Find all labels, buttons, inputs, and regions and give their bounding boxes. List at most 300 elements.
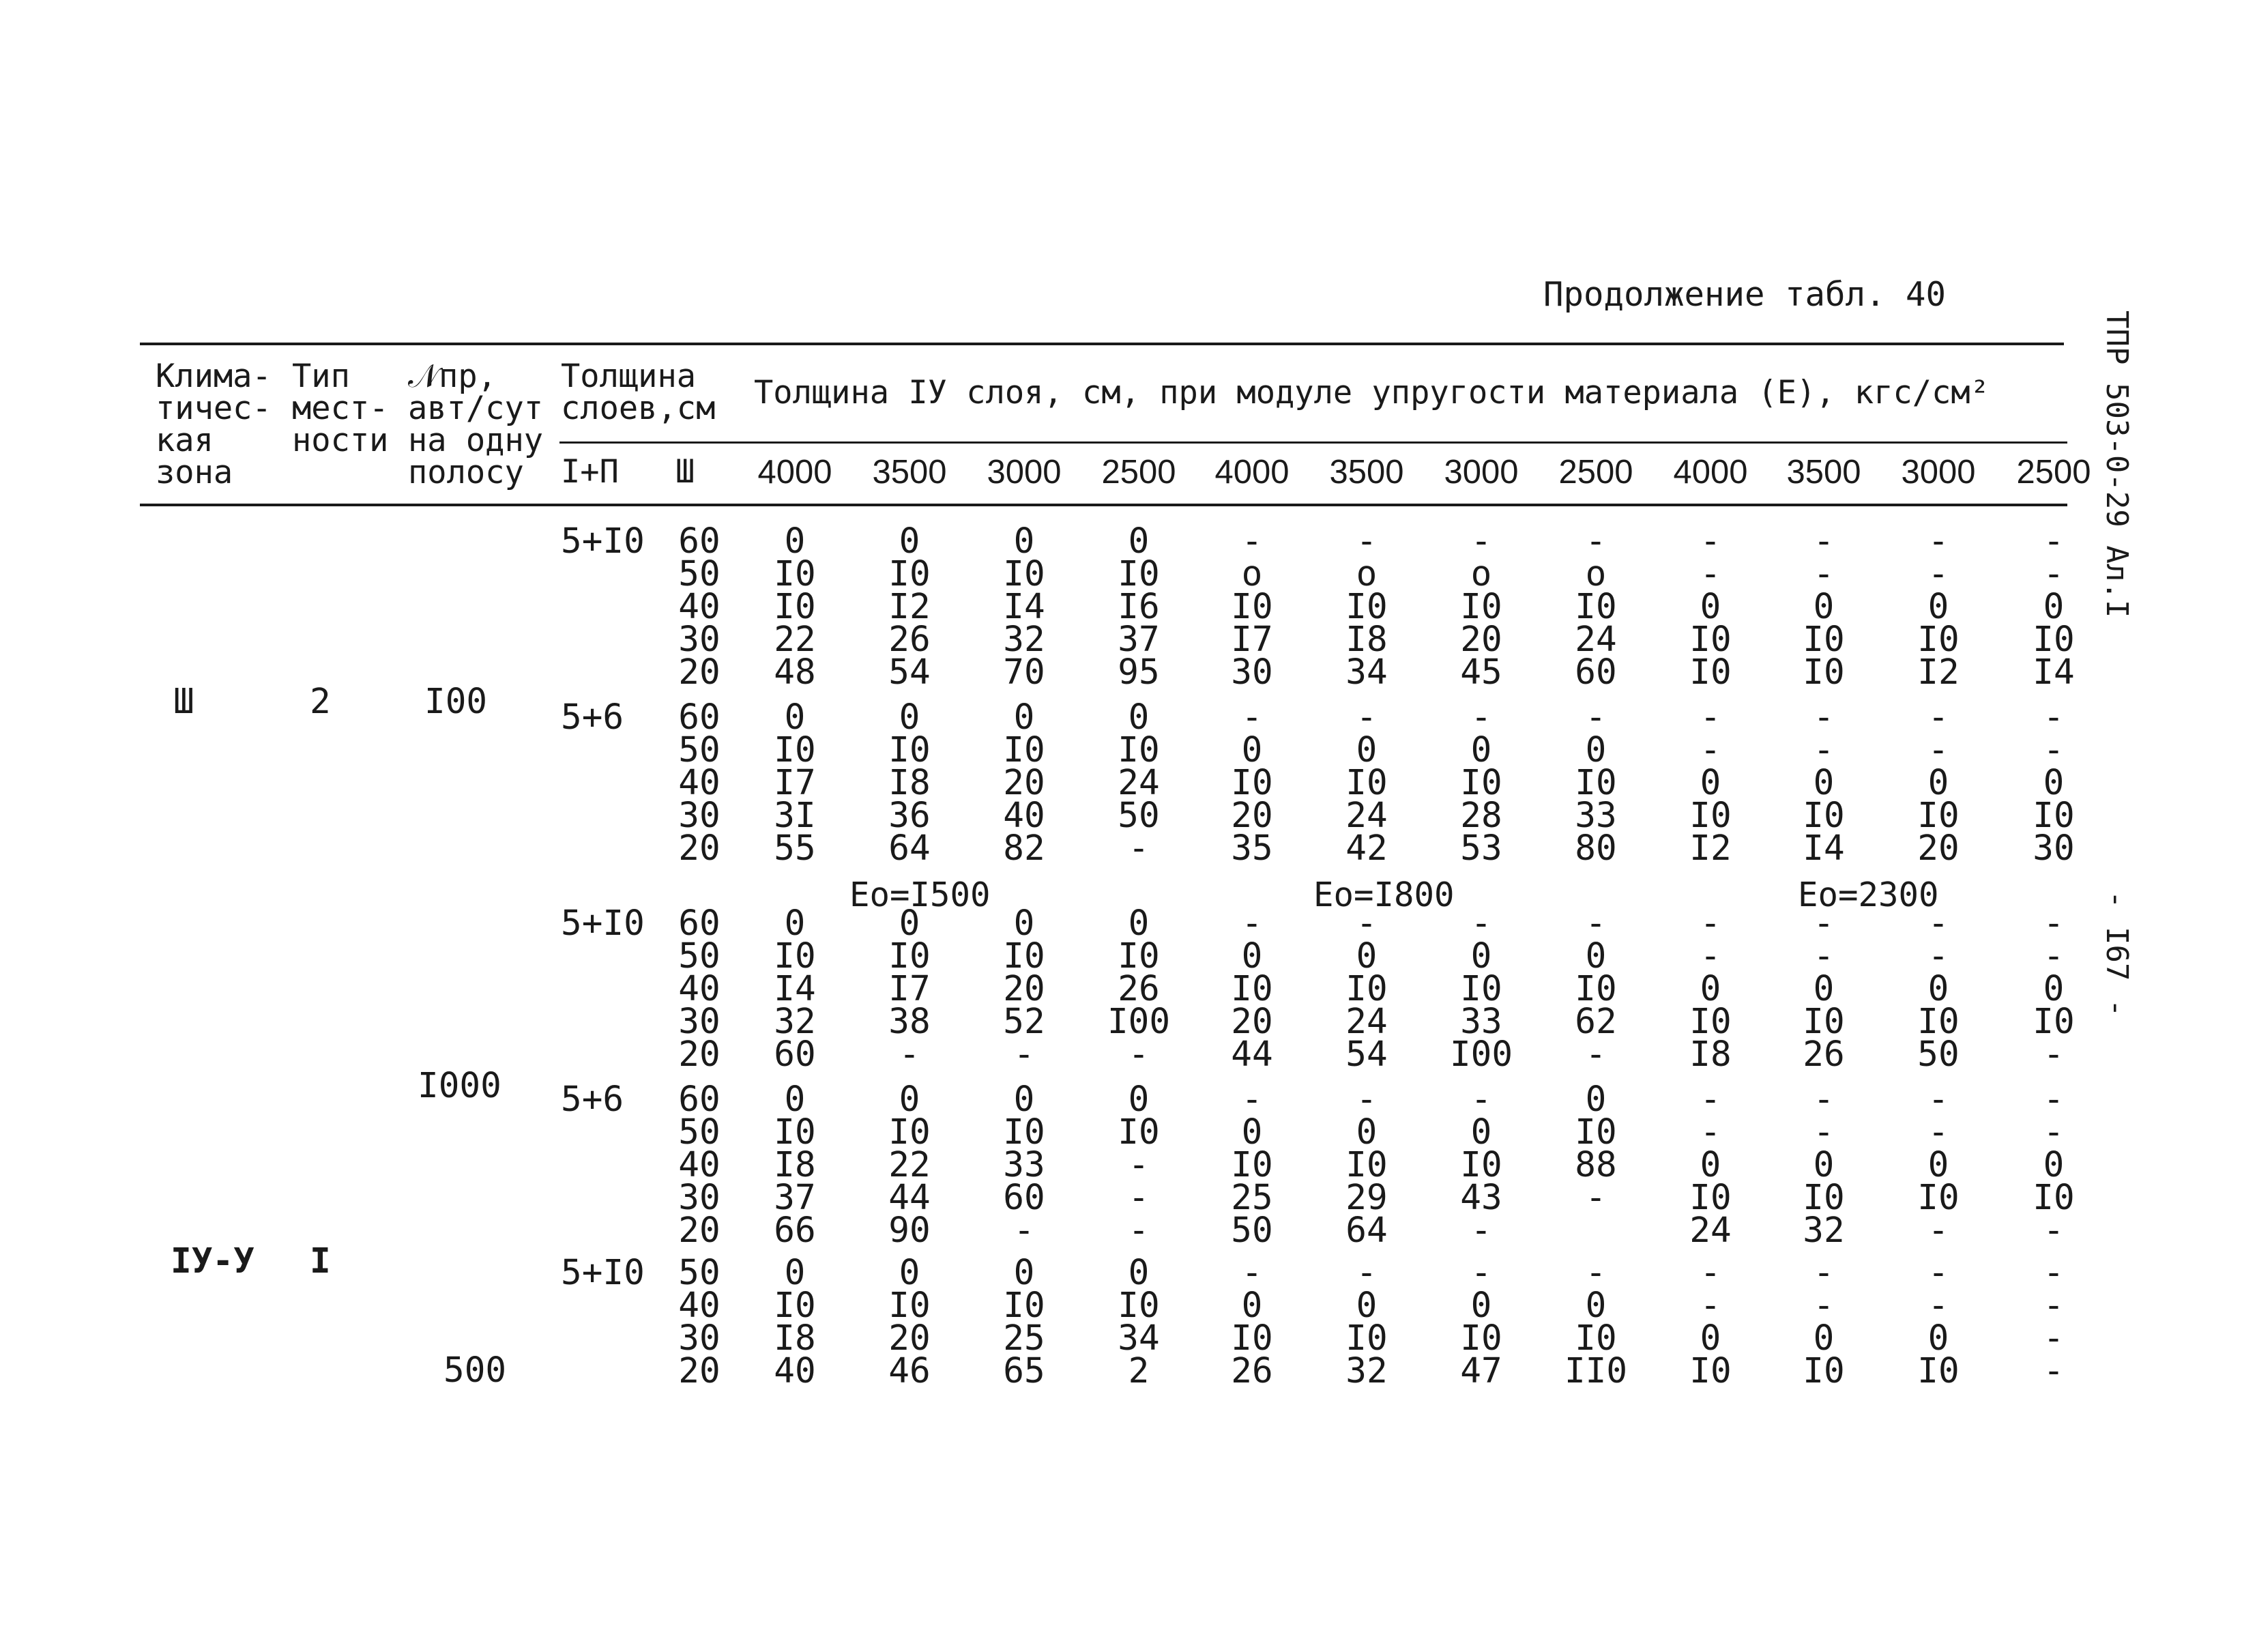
layer-4-thickness-column [1437,903,1526,1075]
layer-4-thickness-column [2009,1253,2098,1391]
layer-4-thickness-column [1666,1079,1755,1251]
table-cell: 20 [888,1318,931,1359]
layer-3-thickness: 30 [678,796,720,836]
table-cell: 20 [1003,763,1045,803]
table-cell: I0 [1803,652,1845,693]
table-cell: 2 [1128,1351,1150,1391]
layer-4-thickness-column [1322,697,1411,869]
table-cell: 46 [888,1351,931,1391]
table-cell: I0 [774,587,816,627]
table-cell: - [1470,1079,1492,1120]
table-cell: - [1356,1253,1378,1293]
table-cell: - [1470,521,1492,562]
table-cell: - [2043,697,2065,738]
table-cell: I4 [1003,587,1045,627]
table-cell: - [2043,1318,2065,1359]
layer-4-thickness-column [1437,697,1526,869]
table-cell: - [1927,1253,1949,1293]
table-cell: 0 [1585,1286,1607,1326]
table-cell: I0 [1231,1145,1273,1185]
table-cell: I0 [1689,652,1732,693]
layer-4-thickness-column [2009,521,2098,693]
table-cell: 0 [1813,587,1835,627]
table-cell: - [1813,1112,1835,1153]
table-cell: I0 [1689,620,1732,660]
table-cell: 0 [1470,1286,1492,1326]
table-cell: - [2043,1112,2065,1153]
layer-3-thickness: 50 [678,1253,720,1293]
modulus-header: 3500 [872,454,947,491]
table-cell: - [2043,1351,2065,1391]
table-cell: 0 [1585,730,1607,770]
layers-1-2-thickness: 5+6 [561,1079,624,1120]
table-cell: I0 [1231,969,1273,1009]
layer-3-thickness: 30 [678,1318,720,1359]
table-cell: 37 [774,1178,816,1218]
table-cell: - [1128,828,1150,869]
table-cell: 32 [1803,1211,1845,1251]
table-cell: I0 [1345,969,1388,1009]
traffic-label: I00 [424,682,488,722]
layer-4-thickness-column [980,521,1068,693]
table-cell: - [1470,903,1492,944]
modulus-header: 4000 [757,454,832,491]
table-cell: 64 [1345,1211,1388,1251]
table-cell: - [1585,521,1607,562]
layer-3-thickness: 20 [678,1351,720,1391]
table-cell: I0 [1118,554,1160,594]
layer-3-thickness-list [655,1079,744,1251]
table-cell: 40 [1003,796,1045,836]
table-cell: 24 [1689,1211,1732,1251]
table-cell: 33 [1003,1145,1045,1185]
layer-4-thickness-column [980,697,1068,869]
table-cell: - [1700,1286,1721,1326]
table-cell: - [1927,1112,1949,1153]
table-cell: I0 [1803,1178,1845,1218]
table-cell: - [1013,1211,1035,1251]
table-cell: - [2043,521,2065,562]
table-cell: I0 [1345,1318,1388,1359]
table-cell: - [899,1034,920,1075]
header-traffic: 𝒩пр, авт/сут на одну полосу [408,358,544,491]
layer-4-thickness-column [1208,697,1296,869]
layer-4-thickness-column [865,1253,954,1391]
table-cell: I6 [1118,587,1160,627]
table-cell: 0 [1356,936,1378,976]
table-cell: - [1470,1253,1492,1293]
table-cell: - [1813,697,1835,738]
table-cell: 66 [774,1211,816,1251]
layer-3-thickness: 50 [678,730,720,770]
eo-label: Eo=2300 [1798,875,1939,914]
table-cell: - [1356,1079,1378,1120]
table-cell: - [1356,521,1378,562]
table-cell: 32 [774,1002,816,1042]
table-cell: 54 [1345,1034,1388,1075]
header-bottom-rule [140,504,2067,506]
table-cell: I0 [1803,796,1845,836]
table-cell: 26 [1231,1351,1273,1391]
table-cell: 22 [774,620,816,660]
table-cell: I0 [1460,969,1502,1009]
layer-4-thickness-column [865,521,954,693]
table-cell: 26 [1118,969,1160,1009]
table-cell: 36 [888,796,931,836]
layer-4-thickness-column [1779,1253,1868,1391]
table-cell: - [1927,1211,1949,1251]
layer-4-thickness-column [1437,521,1526,693]
layer-4-thickness-column [1322,1253,1411,1391]
table-cell: 44 [1231,1034,1273,1075]
table-cell: I0 [888,1286,931,1326]
document-code-label: ТПР 503-0-29 Ал.I [2099,310,2134,618]
layer-4-thickness-column [1894,903,1983,1075]
layer-4-thickness-column [1322,1079,1411,1251]
table-cell: I0 [1345,587,1388,627]
table-cell: 55 [774,828,816,869]
table-cell: 34 [1118,1318,1160,1359]
table-cell: I0 [1003,1286,1045,1326]
table-cell: - [1927,1286,1949,1326]
header-terrain-type: Тип мест- ности [292,358,389,459]
table-cell: I8 [774,1318,816,1359]
table-cell: I0 [1689,1002,1732,1042]
layer-3-thickness: 50 [678,554,720,594]
table-cell: 0 [1700,1318,1721,1359]
table-cell: - [1356,903,1378,944]
table-cell: 0 [1813,1318,1835,1359]
table-cell: 0 [1700,763,1721,803]
table-cell: I0 [1689,1178,1732,1218]
table-cell: 0 [1927,969,1949,1009]
table-cell: 40 [774,1351,816,1391]
table-cell: I0 [1689,796,1732,836]
table-cell: - [1470,1211,1492,1251]
table-cell: 0 [784,1079,806,1120]
layer-3-thickness-list [655,1253,744,1391]
table-cell: 0 [1927,763,1949,803]
table-cell: - [1700,1253,1721,1293]
table-cell: - [1585,697,1607,738]
table-cell: I7 [888,969,931,1009]
table-cell: 0 [1927,1145,1949,1185]
table-cell: I00 [1107,1002,1171,1042]
table-cell: I0 [2033,796,2075,836]
table-cell: - [2043,1079,2065,1120]
table-cell: - [1927,554,1949,594]
table-cell: 22 [888,1145,931,1185]
table-cell: I0 [1003,1112,1045,1153]
table-cell: I0 [1575,1112,1617,1153]
table-cell: I0 [1917,620,1960,660]
table-cell: 0 [1470,936,1492,976]
header-layers-1-2: I+П [561,453,619,491]
layer-4-thickness-column [1894,1079,1983,1251]
table-cell: 25 [1231,1178,1273,1218]
table-cell: 20 [1231,1002,1273,1042]
table-cell: 24 [1345,796,1388,836]
layer-4-thickness-column [1094,903,1183,1075]
layer-4-thickness-column [1208,521,1296,693]
header-mid-rule [559,441,2067,444]
table-cell: I0 [1460,587,1502,627]
modulus-header: 3000 [987,454,1062,491]
table-cell: 0 [784,1253,806,1293]
table-cell: I0 [1575,969,1617,1009]
table-cell: 20 [1917,828,1960,869]
table-cell: o [1585,554,1607,594]
table-cell: I8 [1345,620,1388,660]
table-cell: 0 [1585,936,1607,976]
table-cell: II0 [1564,1351,1628,1391]
table-cell: I0 [2033,1002,2075,1042]
table-cell: 32 [1003,620,1045,660]
layer-3-thickness: 50 [678,1112,720,1153]
table-cell: 0 [1128,697,1150,738]
table-cell: 24 [1345,1002,1388,1042]
layer-4-thickness-column [865,697,954,869]
table-cell: 53 [1460,828,1502,869]
table-cell: I0 [774,936,816,976]
layer-4-thickness-column [1437,1079,1526,1251]
table-cell: 54 [888,652,931,693]
table-cell: I0 [774,554,816,594]
table-cell: I0 [1003,554,1045,594]
table-cell: - [1700,697,1721,738]
table-cell: I0 [1575,1318,1617,1359]
layer-3-thickness: 60 [678,903,720,944]
table-cell: 24 [1118,763,1160,803]
layer-4-thickness-column [865,903,954,1075]
layers-1-2-thickness: 5+I0 [561,521,645,562]
table-cell: 30 [2033,828,2075,869]
table-cell: - [1128,1034,1150,1075]
table-cell: 26 [1803,1034,1845,1075]
table-cell: - [1241,697,1263,738]
layer-3-thickness: 40 [678,587,720,627]
layer-4-thickness-column [1552,1253,1640,1391]
layer-4-thickness-column [980,1079,1068,1251]
table-cell: I0 [888,936,931,976]
table-cell: - [1927,1079,1949,1120]
layer-4-thickness-column [1552,697,1640,869]
layer-4-thickness-column [980,903,1068,1075]
table-cell: - [2043,1253,2065,1293]
table-cell: - [1813,936,1835,976]
table-cell: I0 [774,1286,816,1326]
table-cell: - [1927,730,1949,770]
table-cell: - [1813,521,1835,562]
table-cell: - [1813,1253,1835,1293]
table-cell: - [2043,936,2065,976]
table-cell: I0 [1118,1286,1160,1326]
table-cell: 0 [2043,969,2065,1009]
zone-label: Ш [173,682,194,722]
page-number: - I67 - [2099,890,2134,1017]
layers-1-2-thickness: 5+6 [561,697,624,738]
table-cell: I0 [1003,730,1045,770]
table-cell: I2 [1689,828,1732,869]
table-cell: - [1128,1145,1150,1185]
table-cell: I0 [888,730,931,770]
table-cell: I8 [774,1145,816,1185]
table-cell: 0 [899,1079,920,1120]
layer-4-thickness-column [751,1253,839,1391]
table-cell: 33 [1575,796,1617,836]
table-cell: - [1470,697,1492,738]
table-cell: - [1128,1211,1150,1251]
table-cell: 95 [1118,652,1160,693]
table-cell: - [1013,1034,1035,1075]
table-cell: I0 [1118,936,1160,976]
table-cell: 65 [1003,1351,1045,1391]
layer-3-thickness: 30 [678,620,720,660]
table-cell: 48 [774,652,816,693]
layer-3-thickness: 60 [678,1079,720,1120]
zone-label: IУ-У [171,1241,254,1281]
table-cell: 0 [899,521,920,562]
table-cell: - [1356,697,1378,738]
table-cell: 0 [1128,903,1150,944]
table-caption: Продолжение табл. 40 [1543,275,1947,314]
table-cell: 0 [2043,763,2065,803]
table-cell: I2 [888,587,931,627]
table-cell: 33 [1460,1002,1502,1042]
layer-3-thickness: 60 [678,521,720,562]
layer-4-thickness-column [1666,903,1755,1075]
table-cell: 38 [888,1002,931,1042]
table-cell: 0 [1013,697,1035,738]
layer-4-thickness-column [751,903,839,1075]
table-cell: 0 [899,1253,920,1293]
table-cell: 0 [1585,1079,1607,1120]
layer-4-thickness-column [1894,521,1983,693]
table-cell: I8 [1689,1034,1732,1075]
table-cell: 50 [1118,796,1160,836]
table-cell: o [1470,554,1492,594]
header-layer-thickness: Толщина слоев,см [561,358,716,427]
table-cell: 70 [1003,652,1045,693]
layer-4-thickness-column [1322,521,1411,693]
table-cell: 0 [1013,903,1035,944]
header-zone: Клима- тичес- кая зона [156,358,272,491]
table-cell: 37 [1118,620,1160,660]
layer-4-thickness-column [1779,521,1868,693]
table-cell: - [2043,1034,2065,1075]
layer-4-thickness-column [1322,903,1411,1075]
modulus-header: 4000 [1214,454,1290,491]
table-cell: 45 [1460,652,1502,693]
table-cell: 29 [1345,1178,1388,1218]
layer-3-thickness: 40 [678,1286,720,1326]
table-cell: - [1128,1178,1150,1218]
layer-3-thickness: 30 [678,1002,720,1042]
table-cell: - [1700,521,1721,562]
modulus-header: 3500 [1786,454,1861,491]
table-cell: 60 [1003,1178,1045,1218]
table-cell: 0 [1700,1145,1721,1185]
layer-3-thickness: 40 [678,763,720,803]
layer-4-thickness-column [1779,1079,1868,1251]
table-cell: - [1813,903,1835,944]
table-cell: I0 [1917,1002,1960,1042]
table-cell: 34 [1345,652,1388,693]
modulus-header: 3500 [1329,454,1404,491]
table-cell: 60 [774,1034,816,1075]
table-cell: 82 [1003,828,1045,869]
table-cell: I8 [888,763,931,803]
table-cell: 0 [1241,730,1263,770]
layer-4-thickness-column [751,697,839,869]
table-cell: - [2043,730,2065,770]
layer-3-thickness-list [655,521,744,693]
table-cell: 0 [1241,1286,1263,1326]
table-cell: 0 [1013,1253,1035,1293]
table-cell: - [1927,936,1949,976]
layer-4-thickness-column [1666,1253,1755,1391]
table-cell: - [1700,936,1721,976]
table-cell: I0 [1231,587,1273,627]
table-cell: I0 [1118,730,1160,770]
table-cell: 52 [1003,1002,1045,1042]
table-cell: I0 [774,730,816,770]
layer-4-thickness-column [1208,903,1296,1075]
table-cell: I00 [1449,1034,1513,1075]
table-cell: 24 [1575,620,1617,660]
table-cell: - [2043,554,2065,594]
table-cell: I4 [1803,828,1845,869]
table-cell: 62 [1575,1002,1617,1042]
table-cell: - [1241,1253,1263,1293]
table-cell: - [1813,1286,1835,1326]
layer-4-thickness-column [751,521,839,693]
table-cell: 0 [1013,521,1035,562]
table-cell: - [1927,903,1949,944]
layer-3-thickness-list [655,697,744,869]
table-cell [1552,1215,1640,1247]
table-cell: I7 [774,763,816,803]
table-cell: 0 [1813,763,1835,803]
table-cell: 43 [1460,1178,1502,1218]
modulus-header: 2500 [1101,454,1176,491]
terrain-label: I [310,1241,331,1281]
table-cell: 25 [1003,1318,1045,1359]
table-cell: o [1241,554,1263,594]
table-cell: 20 [1231,796,1273,836]
table-cell: 0 [1241,1112,1263,1153]
table-cell: 0 [2043,1145,2065,1185]
table-cell: 64 [888,828,931,869]
table-cell: 0 [784,903,806,944]
table-cell: I0 [1345,763,1388,803]
layer-3-thickness: 40 [678,969,720,1009]
table-cell: 0 [1356,1112,1378,1153]
terrain-label: 2 [310,682,331,722]
table-cell: 50 [1917,1034,1960,1075]
table-cell: I0 [774,1112,816,1153]
layer-4-thickness-column [1666,521,1755,693]
layer-4-thickness-column [1666,697,1755,869]
table-cell: 0 [1927,587,1949,627]
table-cell: 28 [1460,796,1502,836]
table-cell: 47 [1460,1351,1502,1391]
table-cell: 88 [1575,1145,1617,1185]
layer-4-thickness-column [1094,697,1183,869]
layer-3-thickness: 60 [678,697,720,738]
modulus-header: 2500 [1558,454,1633,491]
table-cell: I0 [1460,1145,1502,1185]
